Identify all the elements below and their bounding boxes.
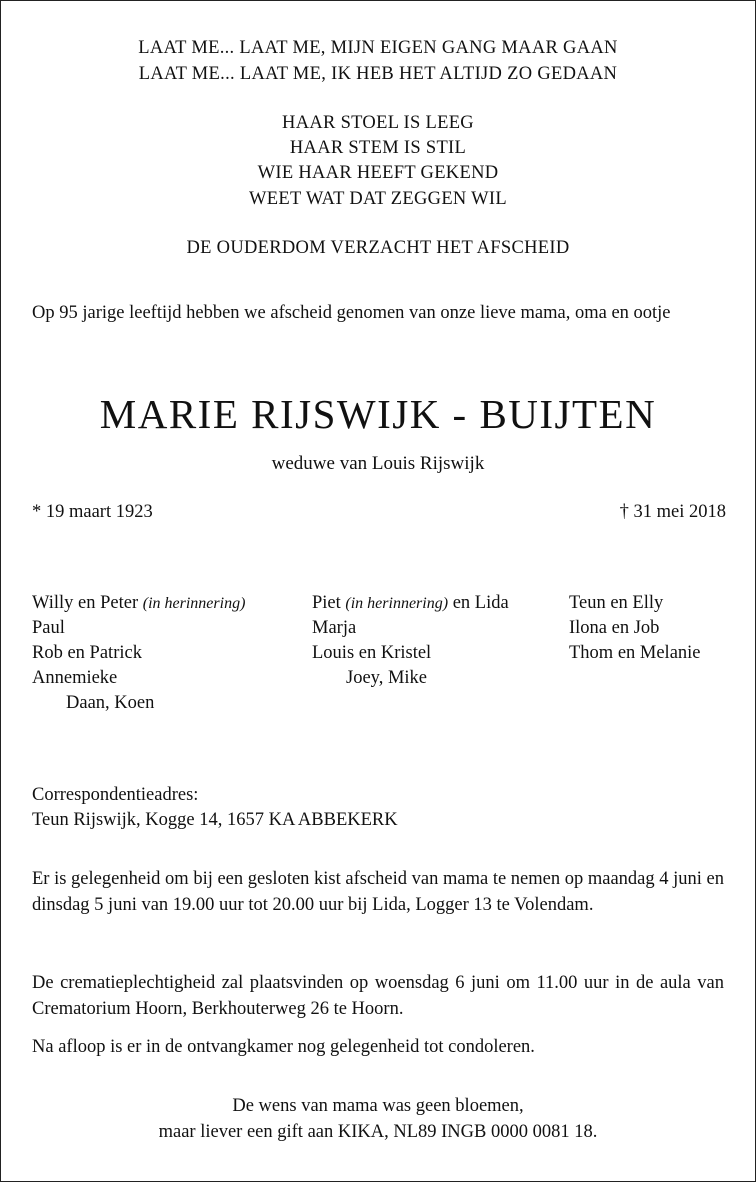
poem-line-1: HAAR STOEL IS LEEG [282, 113, 474, 133]
family-column-3 [569, 591, 701, 666]
widow-of: weduwe van Louis Rijswijk [271, 453, 485, 474]
announcement-text: Op 95 jarige leeftijd hebben we afscheid genomen van onze lieve mama, oma en ootje [32, 303, 671, 323]
family-line: Teun en Elly [569, 593, 664, 613]
intro-line-1: LAAT ME... LAAT ME, MIJN EIGEN GANG MAAR GAAN [138, 38, 618, 58]
family-line-grandchildren: Daan, Koen [66, 693, 155, 713]
family-column-2 [312, 591, 509, 691]
intro-line-2: LAAT ME... LAAT ME, IK HEB HET ALTIJD ZO GEDAAN [138, 64, 618, 84]
correspondence-label: Correspondentieadres: [32, 785, 199, 805]
family-column-1 [32, 591, 245, 716]
wish-line-1: De wens van mama was geen bloemen, [232, 1096, 524, 1116]
family-line: Willy en Peter (in herinnering) [32, 593, 246, 613]
death-date: † 31 mei 2018 [619, 502, 726, 522]
family-line: Louis en Kristel [312, 643, 432, 663]
family-line: Annemieke [32, 668, 118, 688]
poem-line-3: WIE HAAR HEEFT GEKEND [257, 163, 499, 183]
poem-line-4: WEET WAT DAT ZEGGEN WIL [249, 189, 507, 209]
family-line: Rob en Patrick [32, 643, 142, 663]
deceased-name: MARIE RIJSWIJK - BUIJTEN [99, 391, 657, 437]
family-line: Thom en Melanie [569, 643, 701, 663]
correspondence-address: Teun Rijswijk, Kogge 14, 1657 KA ABBEKERK [32, 810, 398, 830]
memorial-note: (in herinnering) [345, 595, 449, 612]
viewing-text: Er is gelegenheid om bij een gesloten kist afscheid van mama te nemen op maandag 4 juni en dinsdag 5 juni van 19.00 uur tot 20.00 uur bij Lida, Logger 13 te Volendam. [32, 869, 724, 915]
poem-line-2: HAAR STEM IS STIL [289, 138, 467, 158]
wish-line-2: maar liever een gift aan KIKA, NL89 INGB 0000 0081 18. [158, 1122, 598, 1142]
family-line: Marja [312, 618, 357, 638]
family-line-grandchildren: Joey, Mike [346, 668, 428, 688]
family-line: Paul [32, 618, 65, 638]
birth-date: * 19 maart 1923 [32, 502, 153, 522]
family-line: Ilona en Job [569, 618, 660, 638]
memorial-note: (in herinnering) [142, 595, 246, 612]
ceremony-text: De crematieplechtigheid zal plaatsvinden op woensdag 6 juni om 11.00 uur in de aula van Crematorium Hoorn, Berkhouterweg 26 te Hoorn. [32, 973, 724, 1019]
family-line: Piet (in herinnering) en Lida [312, 593, 509, 613]
condolence-text: Na afloop is er in de ontvangkamer nog gelegenheid tot condoleren. [32, 1037, 535, 1057]
subtitle-line: DE OUDERDOM VERZACHT HET AFSCHEID [186, 238, 570, 258]
